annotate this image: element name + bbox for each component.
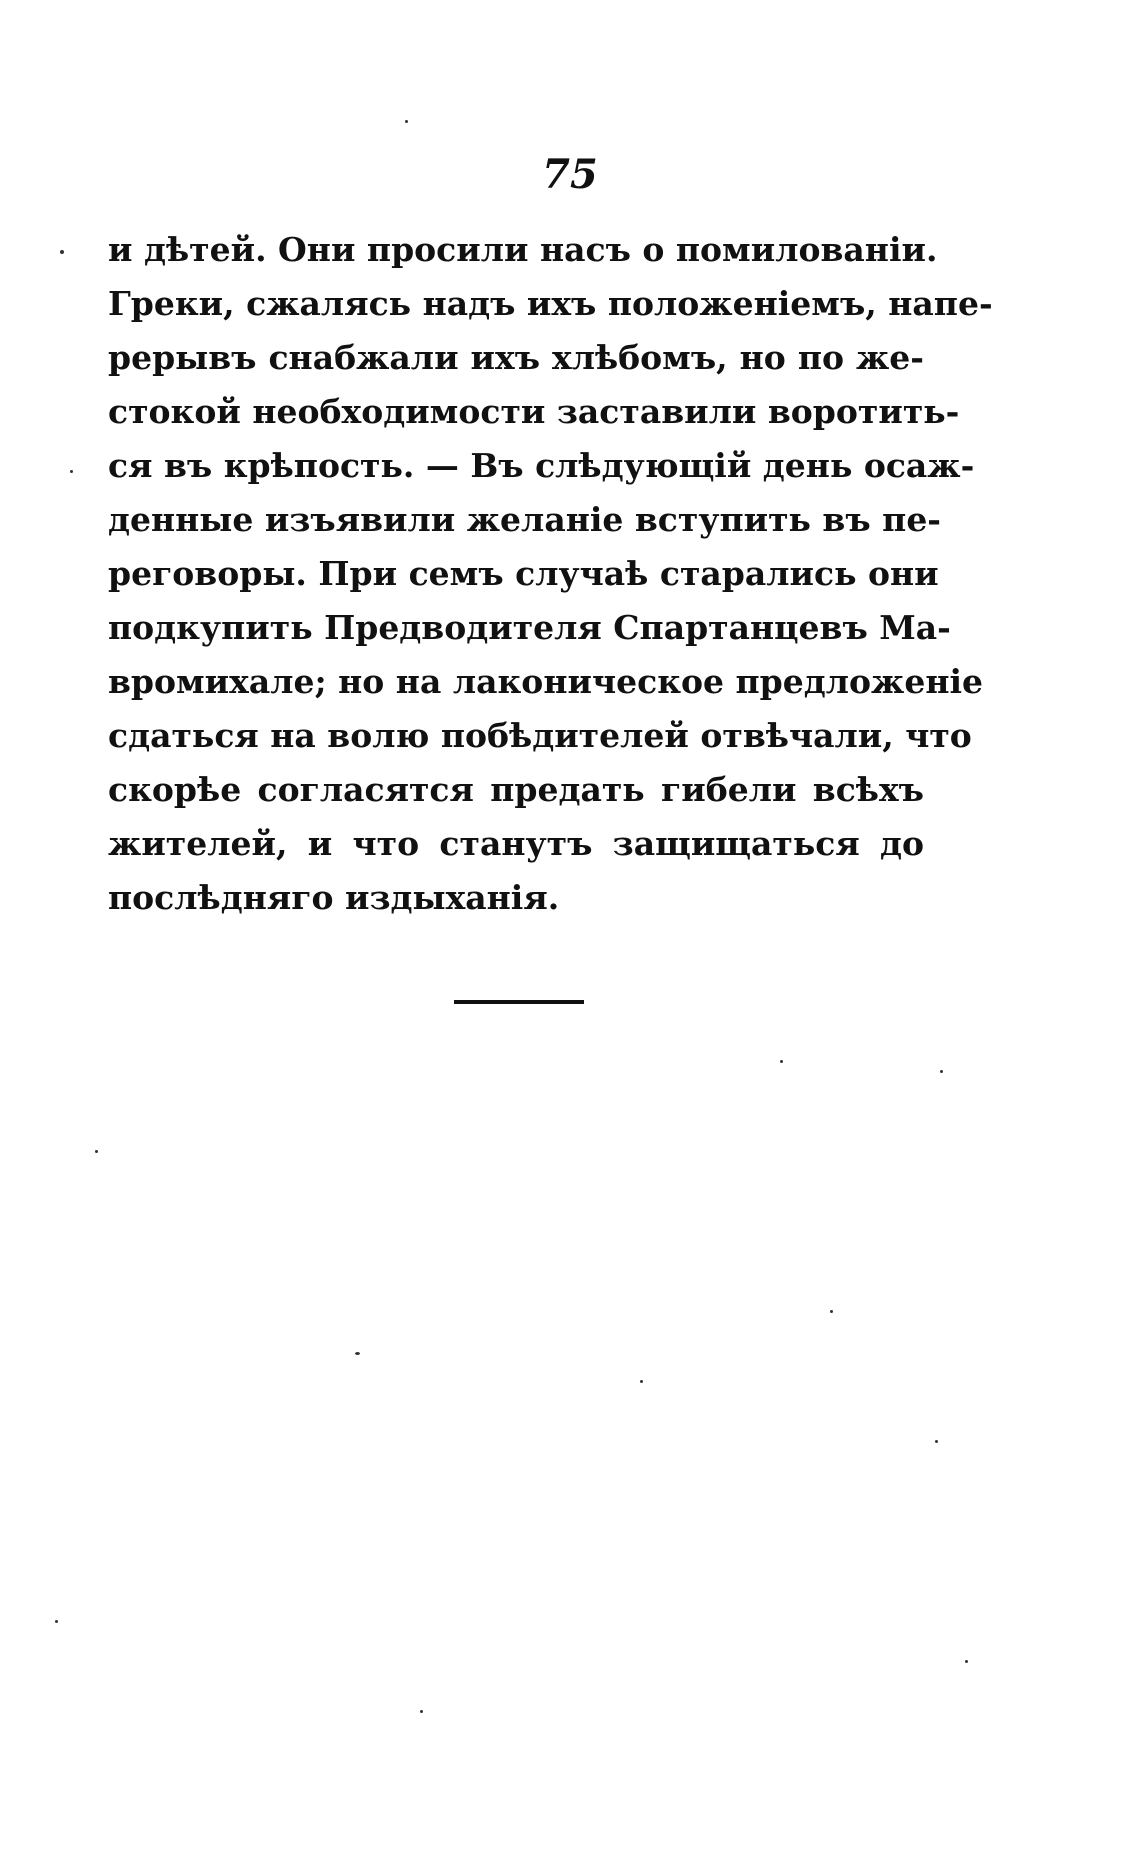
scan-speck: [405, 120, 408, 123]
scan-speck: [55, 1620, 58, 1623]
scan-speck: [780, 1060, 783, 1063]
text-line: жителей, и что станутъ защищаться до: [108, 824, 924, 863]
scan-speck: [935, 1440, 938, 1443]
scan-speck: [70, 470, 73, 473]
text-line: скорѣе согласятся предать гибели всѣхъ: [108, 770, 924, 809]
end-rule: [454, 1000, 584, 1004]
text-line: вромихале; но на лаконическое предложеніе: [108, 662, 984, 701]
body-text: [108, 223, 993, 925]
text-line: денные изъявили желаніе вступить въ пе-: [108, 500, 942, 539]
scan-speck: [355, 1352, 360, 1355]
scan-speck: [965, 1660, 968, 1663]
scan-speck: [940, 1070, 943, 1073]
text-line: сдаться на волю побѣдителей отвѣчали, что: [108, 716, 972, 755]
scan-speck: [830, 1310, 833, 1313]
scan-speck: [95, 1150, 98, 1153]
text-line: подкупить Предводителя Спартанцевъ Ма-: [108, 608, 951, 647]
text-line: послѣдняго издыханія.: [108, 878, 560, 917]
text-line: ся въ крѣпость. — Въ слѣдующій день осаж-: [108, 446, 975, 485]
text-line: стокой необходимости заставили воротить-: [108, 392, 960, 431]
text-line: и дѣтей. Они просили насъ о помилованіи.: [108, 230, 938, 269]
scan-speck: [640, 1380, 643, 1383]
text-line: рерывъ снабжали ихъ хлѣбомъ, но по же-: [108, 338, 924, 377]
text-line: Греки, сжалясь надъ ихъ положеніемъ, напе-: [108, 284, 993, 323]
scan-speck: [420, 1710, 423, 1713]
scan-speck: [60, 250, 64, 254]
page-number: 75: [542, 151, 598, 198]
text-line: реговоры. При семъ случаѣ старались они: [108, 554, 939, 593]
